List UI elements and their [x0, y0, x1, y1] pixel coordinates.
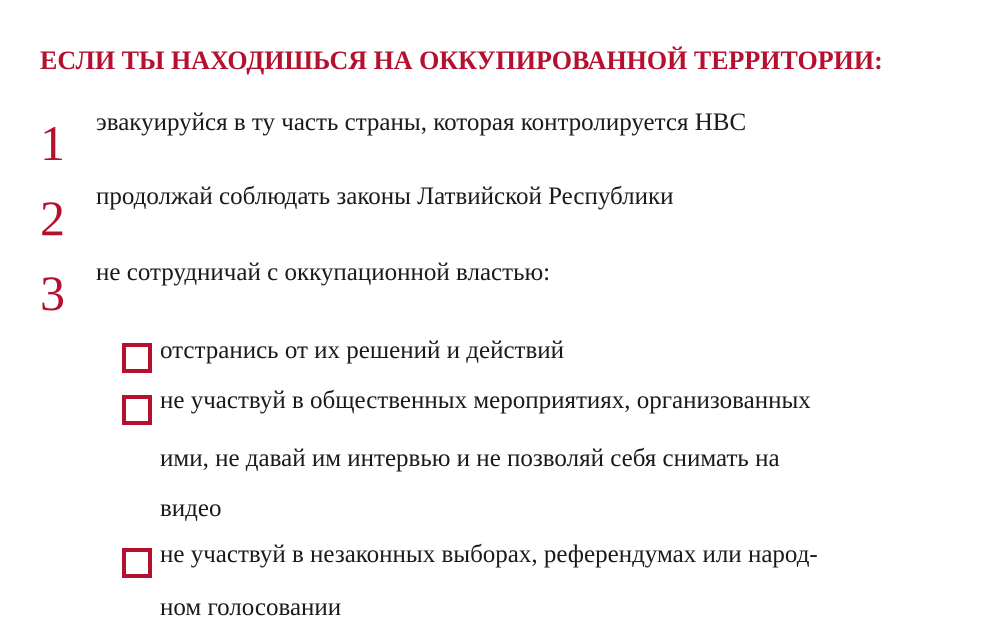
- sub-item-text: ном голосовании: [160, 594, 342, 621]
- step-text: эвакуируйся в ту часть страны, которая контролируется НВС: [96, 109, 747, 136]
- step-text: не сотрудничай с оккупационной властью:: [96, 259, 551, 286]
- step-number: 1: [40, 115, 65, 171]
- page-title: ЕСЛИ ТЫ НАХОДИШЬСЯ НА ОККУПИРОВАННОЙ ТЕРРИТОРИИ:: [40, 46, 883, 76]
- sub-item-text: не участвуй в незаконных выборах, референдумах или народ-: [160, 541, 818, 568]
- sub-item-text: не участвуй в общественных мероприятиях, организованных: [160, 387, 811, 414]
- sub-item-text: отстранись от их решений и действий: [160, 337, 565, 364]
- step-number: 2: [40, 190, 65, 246]
- checkbox-icon: [122, 395, 152, 425]
- checkbox-icon: [122, 343, 152, 373]
- checkbox-icon: [122, 548, 152, 578]
- sub-item-text: ими, не давай им интервью и не позволяй себя снимать на: [160, 445, 780, 472]
- step-number: 3: [40, 265, 65, 321]
- step-text: продолжай соблюдать законы Латвийской Республики: [96, 183, 674, 210]
- sub-item-text: видео: [160, 495, 222, 522]
